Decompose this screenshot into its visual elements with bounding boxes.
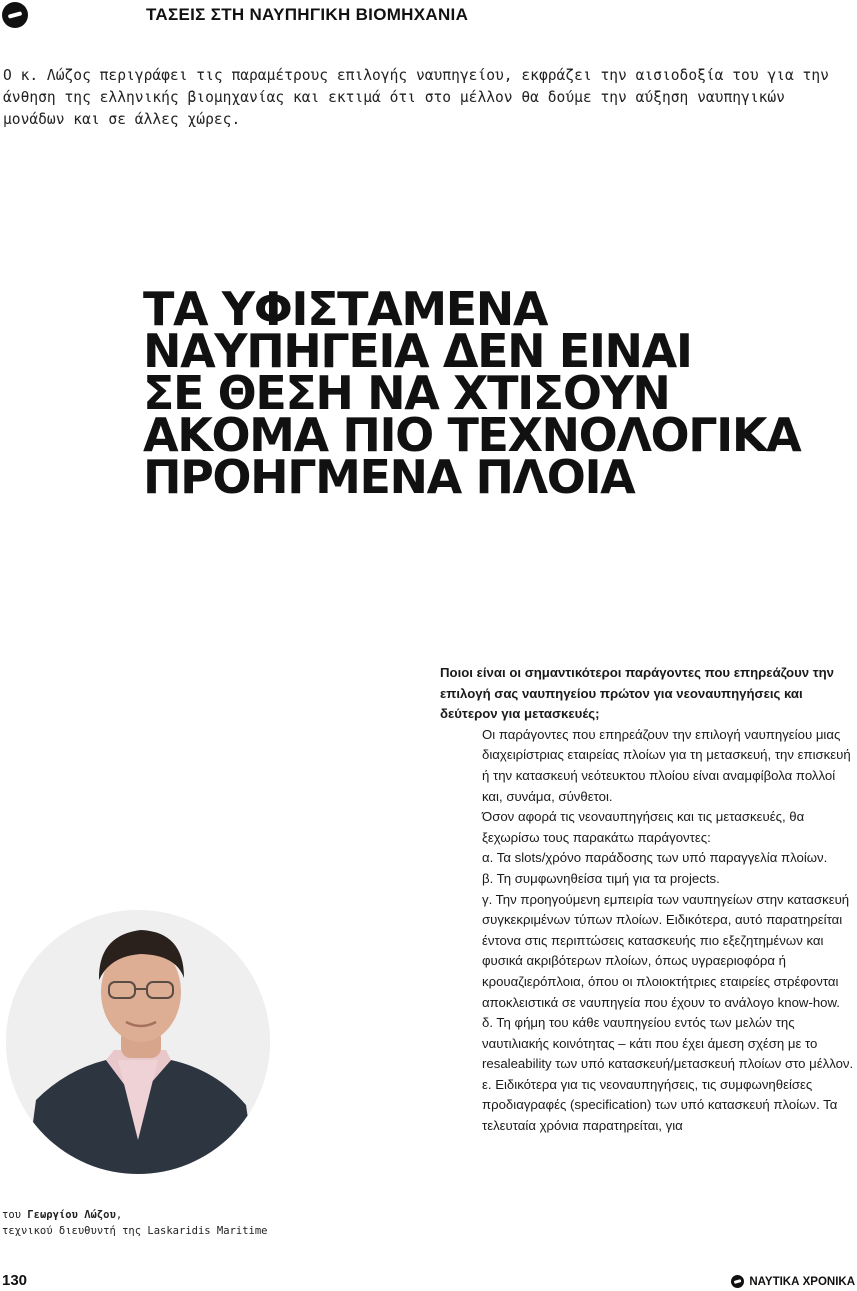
- author-photo: [6, 910, 270, 1174]
- answer-paragraph: β. Τη συμφωνηθείσα τιμή για τα projects.: [482, 870, 720, 886]
- answer-paragraph: Οι παράγοντες που επηρεάζουν την επιλογή ναυπηγείου μιας διαχειρίστριας εταιρείας πλοίων για τη μετασκευή, την επισκευή ή την κατασκευή νεότευκτου πλοίου είναι αναμφίβολα πολλοί και, συνάμα, σύνθετοι.: [482, 726, 851, 804]
- publication-logo-icon: [731, 1275, 744, 1288]
- answer-paragraph: Όσον αφορά τις νεοναυπηγήσεις και τις μετασκευές, θα ξεχωρίσω τους παρακάτω παράγοντες:: [482, 809, 805, 845]
- headline-line: ΝΑΥΠΗΓΕΙΑ ΔΕΝ ΕΙΝΑΙ: [143, 324, 692, 378]
- credit-suffix: ,: [115, 1209, 123, 1221]
- headline-line: ΤΑ ΥΦΙΣΤΑΜΕΝΑ: [143, 282, 548, 336]
- answer-paragraph: ε. Ειδικότερα για τις νεοναυπηγήσεις, τις συμφωνηθείσες προδιαγραφές (specification) των υπό κατασκευή πλοίων. Τα τελευταία χρόνια παρατηρείται, για: [482, 1076, 838, 1134]
- credit-prefix: του: [2, 1209, 28, 1221]
- page-number: 130: [2, 1272, 28, 1289]
- footer-brand: [731, 1275, 855, 1288]
- author-credit: [2, 1207, 302, 1239]
- article-headline: [143, 282, 843, 504]
- answer-paragraph: δ. Τη φήμη του κάθε ναυπηγείου εντός των μελών της ναυτιλιακής κοινότητας – κάτι που έχει άμεση σχέση με το resaleability των υπό κατασκευή/μετασκευή πλοίων στο μέλλον.: [482, 1015, 854, 1072]
- author-portrait: [6, 910, 270, 1174]
- headline-line: ΑΚΟΜΑ ΠΙΟ ΤΕΧΝΟΛΟΓΙΚΑ: [143, 408, 801, 462]
- headline-line: ΣΕ ΘΕΣΗ ΝΑ ΧΤΙΣΟΥΝ: [143, 366, 670, 420]
- answer-paragraph: α. Τα slots/χρόνο παράδοσης των υπό παραγγελία πλοίων.: [482, 850, 828, 866]
- interview-question: Ποιοι είναι οι σημαντικότεροι παράγοντες που επηρεάζουν την επιλογή σας ναυπηγείου πρώτον για νεοναυπηγήσεις και δεύτερον για μετασκευές;: [440, 665, 835, 722]
- answer-paragraph: γ. Την προηγούμενη εμπειρία των ναυπηγείων στην κατασκευή συγκεκριμένων τύπων πλοίων. Ειδικότερα, αυτό παρατηρείται έντονα στις περιπτώσεις κατασκευής πιο εξεζητημένων και φυσικά ακριβότερων πλοίων, όπως υγραεριοφόρα ή κρουαζιερόπλοια, όπου οι πλοιοκτήτριες εταιρείες στρέφονται αποκλειστικά σε ναυπηγεία που έχουν το ανάλογο know-how.: [482, 891, 850, 1010]
- publication-logo-icon: [2, 2, 28, 28]
- author-name: Γεωργίου Λώζου: [27, 1209, 116, 1221]
- section-title: ΤΑΣΕΙΣ ΣΤΗ ΝΑΥΠΗΓΙΚΗ ΒΙΟΜΗΧΑΝΙΑ: [146, 5, 469, 24]
- article-body: [440, 663, 857, 1137]
- article-intro: Ο κ. Λώζος περιγράφει τις παραμέτρους επιλογής ναυπηγείου, εκφράζει την αισιοδοξία του για την άνθηση της ελληνικής βιομηχανίας και εκτιμά ότι στο μέλλον θα δούμε την αύξηση ναυπηγικών μονάδων και σε άλλες χώρες.: [3, 67, 829, 128]
- author-role: τεχνικού διευθυντή της Laskaridis Maritime: [2, 1225, 268, 1237]
- brand-name: ΝΑΥΤΙΚΑ ΧΡΟΝΙΚΑ: [749, 1275, 855, 1288]
- headline-line: ΠΡΟΗΓΜΕΝΑ ΠΛΟΙΑ: [143, 450, 635, 504]
